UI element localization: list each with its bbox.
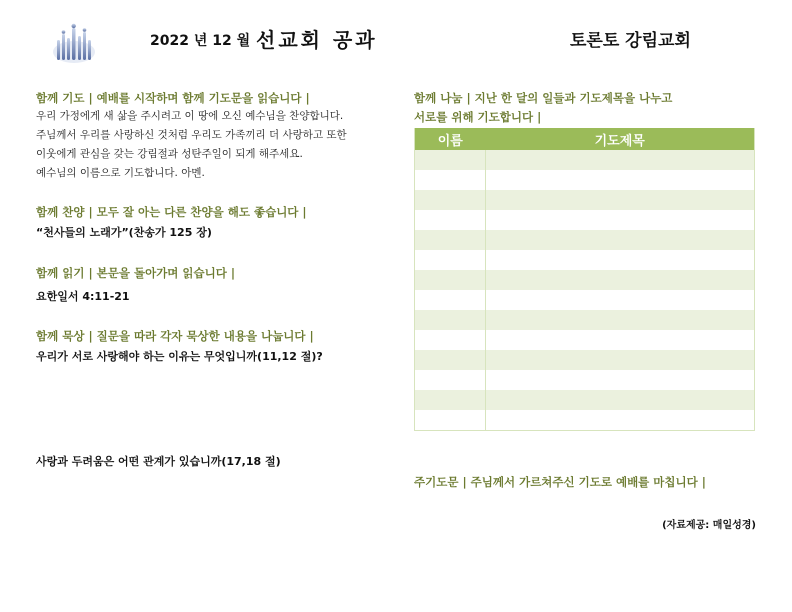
- date-month: 12: [212, 33, 232, 49]
- date-year-unit: 년: [193, 33, 208, 49]
- table-header-prayer: 기도제목: [486, 128, 755, 150]
- prayer-cell[interactable]: [486, 290, 755, 310]
- meditation-question-2: 사랑과 두려움은 어떤 관계가 있습니까(17,18 절): [36, 455, 281, 468]
- prayer-cell[interactable]: [486, 170, 755, 190]
- prayer-cell[interactable]: [486, 390, 755, 410]
- date-year: 2022: [150, 33, 189, 49]
- prayer-line-3: 이웃에게 관심을 갖는 강림절과 성탄주일이 되게 해주세요.: [36, 148, 303, 160]
- prayer-cell[interactable]: [486, 270, 755, 290]
- prayer-heading: 함께 기도 | 예배를 시작하며 함께 기도문을 읽습니다 |: [36, 91, 310, 105]
- closing-prayer: 주기도문 | 주님께서 가르쳐주신 기도로 예배를 마칩니다 |: [414, 475, 706, 489]
- name-cell[interactable]: [415, 230, 486, 250]
- prayer-line-4: 예수님의 이름으로 기도합니다. 아멘.: [36, 167, 205, 179]
- name-cell[interactable]: [415, 210, 486, 230]
- name-cell[interactable]: [415, 410, 486, 431]
- name-cell[interactable]: [415, 270, 486, 290]
- name-cell[interactable]: [415, 390, 486, 410]
- table-header-name: 이름: [415, 128, 486, 150]
- page-title: 선교회 공과: [256, 28, 378, 52]
- header-date: [150, 30, 250, 50]
- sharing-heading-line-2: 서로를 위해 기도합니다 |: [414, 110, 542, 124]
- prayer-cell[interactable]: [486, 230, 755, 250]
- table-row: [415, 170, 755, 190]
- sharing-heading-line-1: 함께 나눔 | 지난 한 달의 일들과 기도제목을 나누고: [414, 91, 673, 105]
- prayer-cell[interactable]: [486, 410, 755, 431]
- table-row: [415, 410, 755, 431]
- meditation-heading: 함께 묵상 | 질문을 따라 각자 묵상한 내용을 나눕니다 |: [36, 329, 314, 343]
- logo-icon: [52, 22, 96, 64]
- hymn-heading: 함께 찬양 | 모두 잘 아는 다른 찬양을 해도 좋습니다 |: [36, 205, 307, 219]
- prayer-line-2: 주님께서 우리를 사랑하신 것처럼 우리도 가족끼리 더 사랑하고 또한: [36, 129, 347, 141]
- table-row: [415, 370, 755, 390]
- source-credit: (자료제공: 매일성경): [662, 520, 756, 531]
- table-row: [415, 330, 755, 350]
- hymn-text: “천사들의 노래가”(찬송가 125 장): [36, 226, 212, 239]
- table-row: [415, 350, 755, 370]
- table-row: [415, 290, 755, 310]
- prayer-cell[interactable]: [486, 150, 755, 170]
- name-cell[interactable]: [415, 150, 486, 170]
- table-row: [415, 310, 755, 330]
- table-row: [415, 190, 755, 210]
- name-cell[interactable]: [415, 350, 486, 370]
- prayer-cell[interactable]: [486, 370, 755, 390]
- reading-text: 요한일서 4:11-21: [36, 290, 130, 303]
- table-row: [415, 150, 755, 170]
- prayer-cell[interactable]: [486, 330, 755, 350]
- prayer-cell[interactable]: [486, 210, 755, 230]
- table-row: [415, 210, 755, 230]
- table-row: [415, 230, 755, 250]
- prayer-cell[interactable]: [486, 250, 755, 270]
- prayer-line-1: 우리 가정에게 새 삶을 주시려고 이 땅에 오신 예수님을 찬양합니다.: [36, 110, 344, 122]
- name-cell[interactable]: [415, 290, 486, 310]
- name-cell[interactable]: [415, 170, 486, 190]
- church-name: 토론토 강림교회: [570, 31, 691, 51]
- name-cell[interactable]: [415, 370, 486, 390]
- prayer-table-body: [415, 150, 755, 431]
- name-cell[interactable]: [415, 190, 486, 210]
- name-cell[interactable]: [415, 310, 486, 330]
- meditation-question-1: 우리가 서로 사랑해야 하는 이유는 무엇입니까(11,12 절)?: [36, 350, 323, 363]
- table-row: [415, 270, 755, 290]
- prayer-table: [414, 128, 755, 431]
- table-row: [415, 250, 755, 270]
- date-month-unit: 월: [236, 33, 251, 49]
- reading-heading: 함께 읽기 | 본문을 돌아가며 읽습니다 |: [36, 266, 236, 280]
- prayer-cell[interactable]: [486, 310, 755, 330]
- name-cell[interactable]: [415, 250, 486, 270]
- prayer-cell[interactable]: [486, 190, 755, 210]
- name-cell[interactable]: [415, 330, 486, 350]
- prayer-cell[interactable]: [486, 350, 755, 370]
- table-row: [415, 390, 755, 410]
